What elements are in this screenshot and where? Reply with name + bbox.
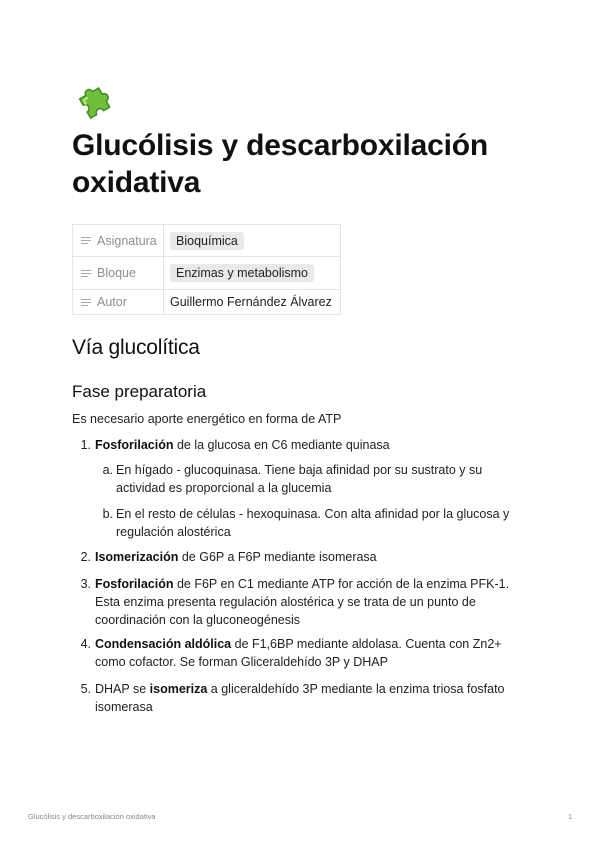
property-row-asignatura	[73, 225, 341, 257]
text-lines-icon	[81, 299, 91, 307]
properties-table	[72, 224, 341, 315]
property-row-autor	[73, 290, 341, 315]
property-value: Guillermo Fernández Álvarez	[170, 295, 332, 309]
intro-paragraph: Es necesario aporte energético en forma de ATP	[72, 412, 342, 426]
page-number: 1	[568, 812, 573, 821]
document-page: Glucólisis y descarboxilación oxidativa Asignatura Bioquímica Bloque Enzimas y metabolismo Autor Guillermo Fernández Álvarez Vía glucolítica Fase preparatoria Es necesario aporte energético en forma de ATP 1. Fosforilación de la glucosa en C6 mediante quinasa a. En hígado - glucoquinasa. Tiene baja afinidad por su sustrato y su actividad es proporcional a la glucemia b. En el resto de células - hexoquinasa. Con alta afinidad por la glucosa y regulación alostérica 2. Isomerización de G6P a F6P mediante isomerasa 3. Fosforilación de F6P en C1 mediante ATP for acción de la enzima PFK-1. Esta enzima presenta regulación alostérica y se trata de un punto de coordinación con la gluconeogénesis 4. Condensación aldólica de F1,6BP mediante aldolasa. Cuenta con Zn2+ como cofactor. Se forman Gliceraldehído 3P y DHAP 5. DHAP se isomeriza a gliceraldehído 3P mediante la enzima triosa fosfato isomerasa Glucólisis y descarboxilación oxidativa 1	[0, 0, 600, 848]
section-heading: Vía glucolítica	[72, 336, 200, 359]
property-label: Bloque	[97, 266, 136, 280]
text-lines-icon	[81, 270, 91, 278]
puzzle-piece-icon	[72, 78, 116, 122]
property-tag: Bioquímica	[170, 232, 244, 250]
text-lines-icon	[81, 237, 91, 245]
property-label: Asignatura	[97, 233, 157, 248]
footer-title: Glucólisis y descarboxilación oxidativa	[28, 812, 156, 821]
page-title: Glucólisis y descarboxilación oxidativa	[72, 129, 489, 199]
property-label: Autor	[97, 295, 127, 309]
property-row-bloque	[73, 257, 341, 290]
section-subheading: Fase preparatoria	[72, 382, 207, 401]
property-tag: Enzimas y metabolismo	[170, 264, 314, 282]
